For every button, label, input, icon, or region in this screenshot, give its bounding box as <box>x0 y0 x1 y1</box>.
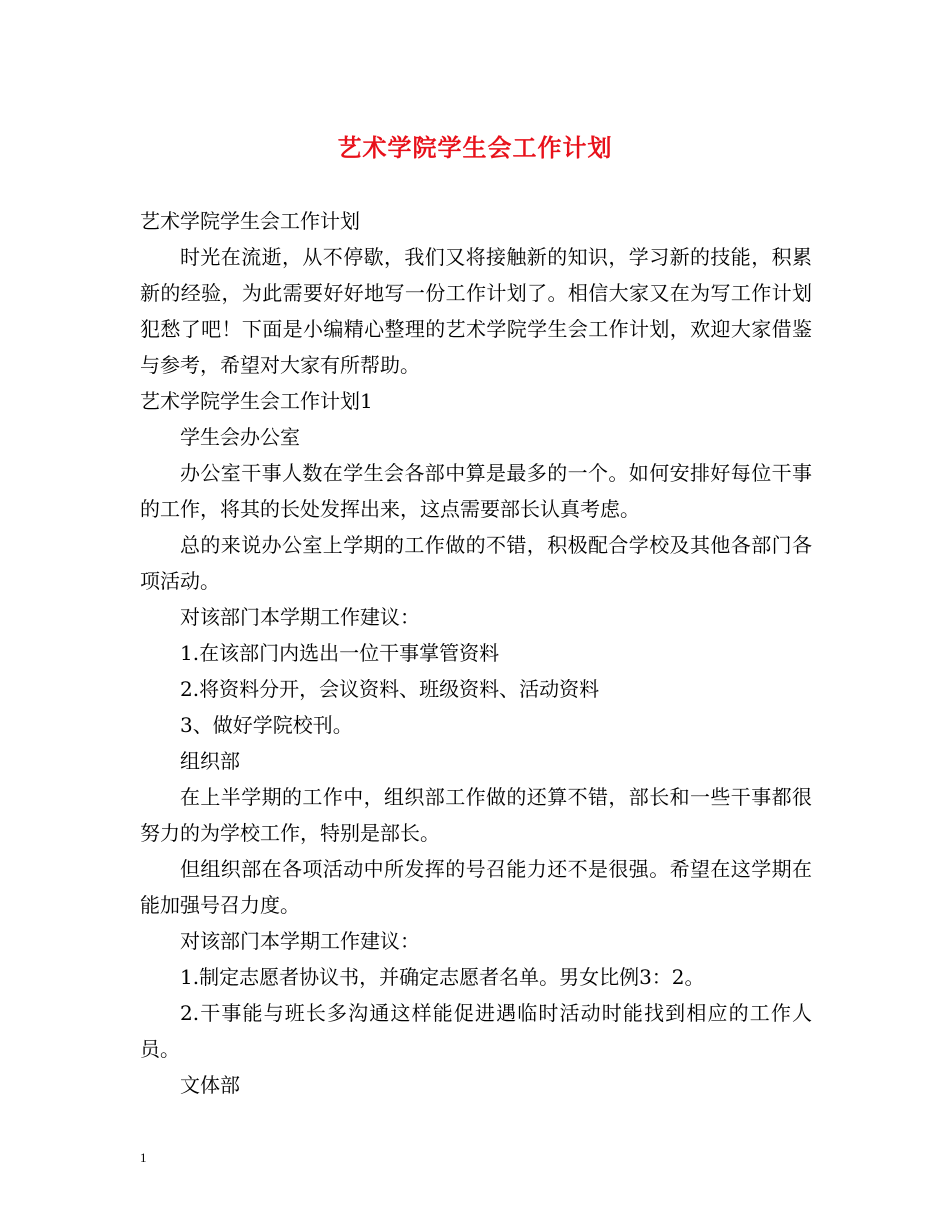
list-item: 1.在该部门内选出一位干事掌管资料 <box>180 641 500 665</box>
document-paragraph: 但组织部在各项活动中所发挥的号召能力还不是很强。希望在这学期在能加强号召力度。 <box>140 857 812 917</box>
section-heading: 组织部 <box>180 749 240 773</box>
document-body <box>140 203 812 1103</box>
document-paragraph: 在上半学期的工作中，组织部工作做的还算不错，部长和一些干事都很努力的为学校工作，特别是部长。 <box>140 785 812 845</box>
page-number: 1 <box>140 1150 147 1165</box>
section-heading: 文体部 <box>180 1073 240 1097</box>
document-paragraph: 时光在流逝，从不停歇，我们又将接触新的知识，学习新的技能，积累新的经验，为此需要好好地写一份工作计划了。相信大家又在为写工作计划犯愁了吧！下面是小编精心整理的艺术学院学生会工作计划，欢迎大家借鉴与参考，希望对大家有所帮助。 <box>140 245 812 377</box>
document-paragraph: 艺术学院学生会工作计划1 <box>140 389 373 413</box>
list-item: 3、做好学院校刊。 <box>180 713 353 737</box>
document-paragraph: 办公室干事人数在学生会各部中算是最多的一个。如何安排好每位干事的工作，将其的长处发挥出来，这点需要部长认真考虑。 <box>140 461 812 521</box>
list-item: 2.干事能与班长多沟通这样能促进遇临时活动时能找到相应的工作人员。 <box>140 1001 812 1061</box>
list-item: 2.将资料分开，会议资料、班级资料、活动资料 <box>180 677 600 701</box>
page-title: 艺术学院学生会工作计划 <box>337 133 613 162</box>
document-paragraph: 对该部门本学期工作建议： <box>180 605 420 629</box>
section-heading: 学生会办公室 <box>180 425 300 449</box>
list-item: 1.制定志愿者协议书，并确定志愿者名单。男女比例3：2。 <box>180 965 705 989</box>
document-paragraph: 总的来说办公室上学期的工作做的不错，积极配合学校及其他各部门各项活动。 <box>140 533 812 593</box>
document-paragraph: 对该部门本学期工作建议： <box>180 929 420 953</box>
document-paragraph: 艺术学院学生会工作计划 <box>140 209 360 233</box>
